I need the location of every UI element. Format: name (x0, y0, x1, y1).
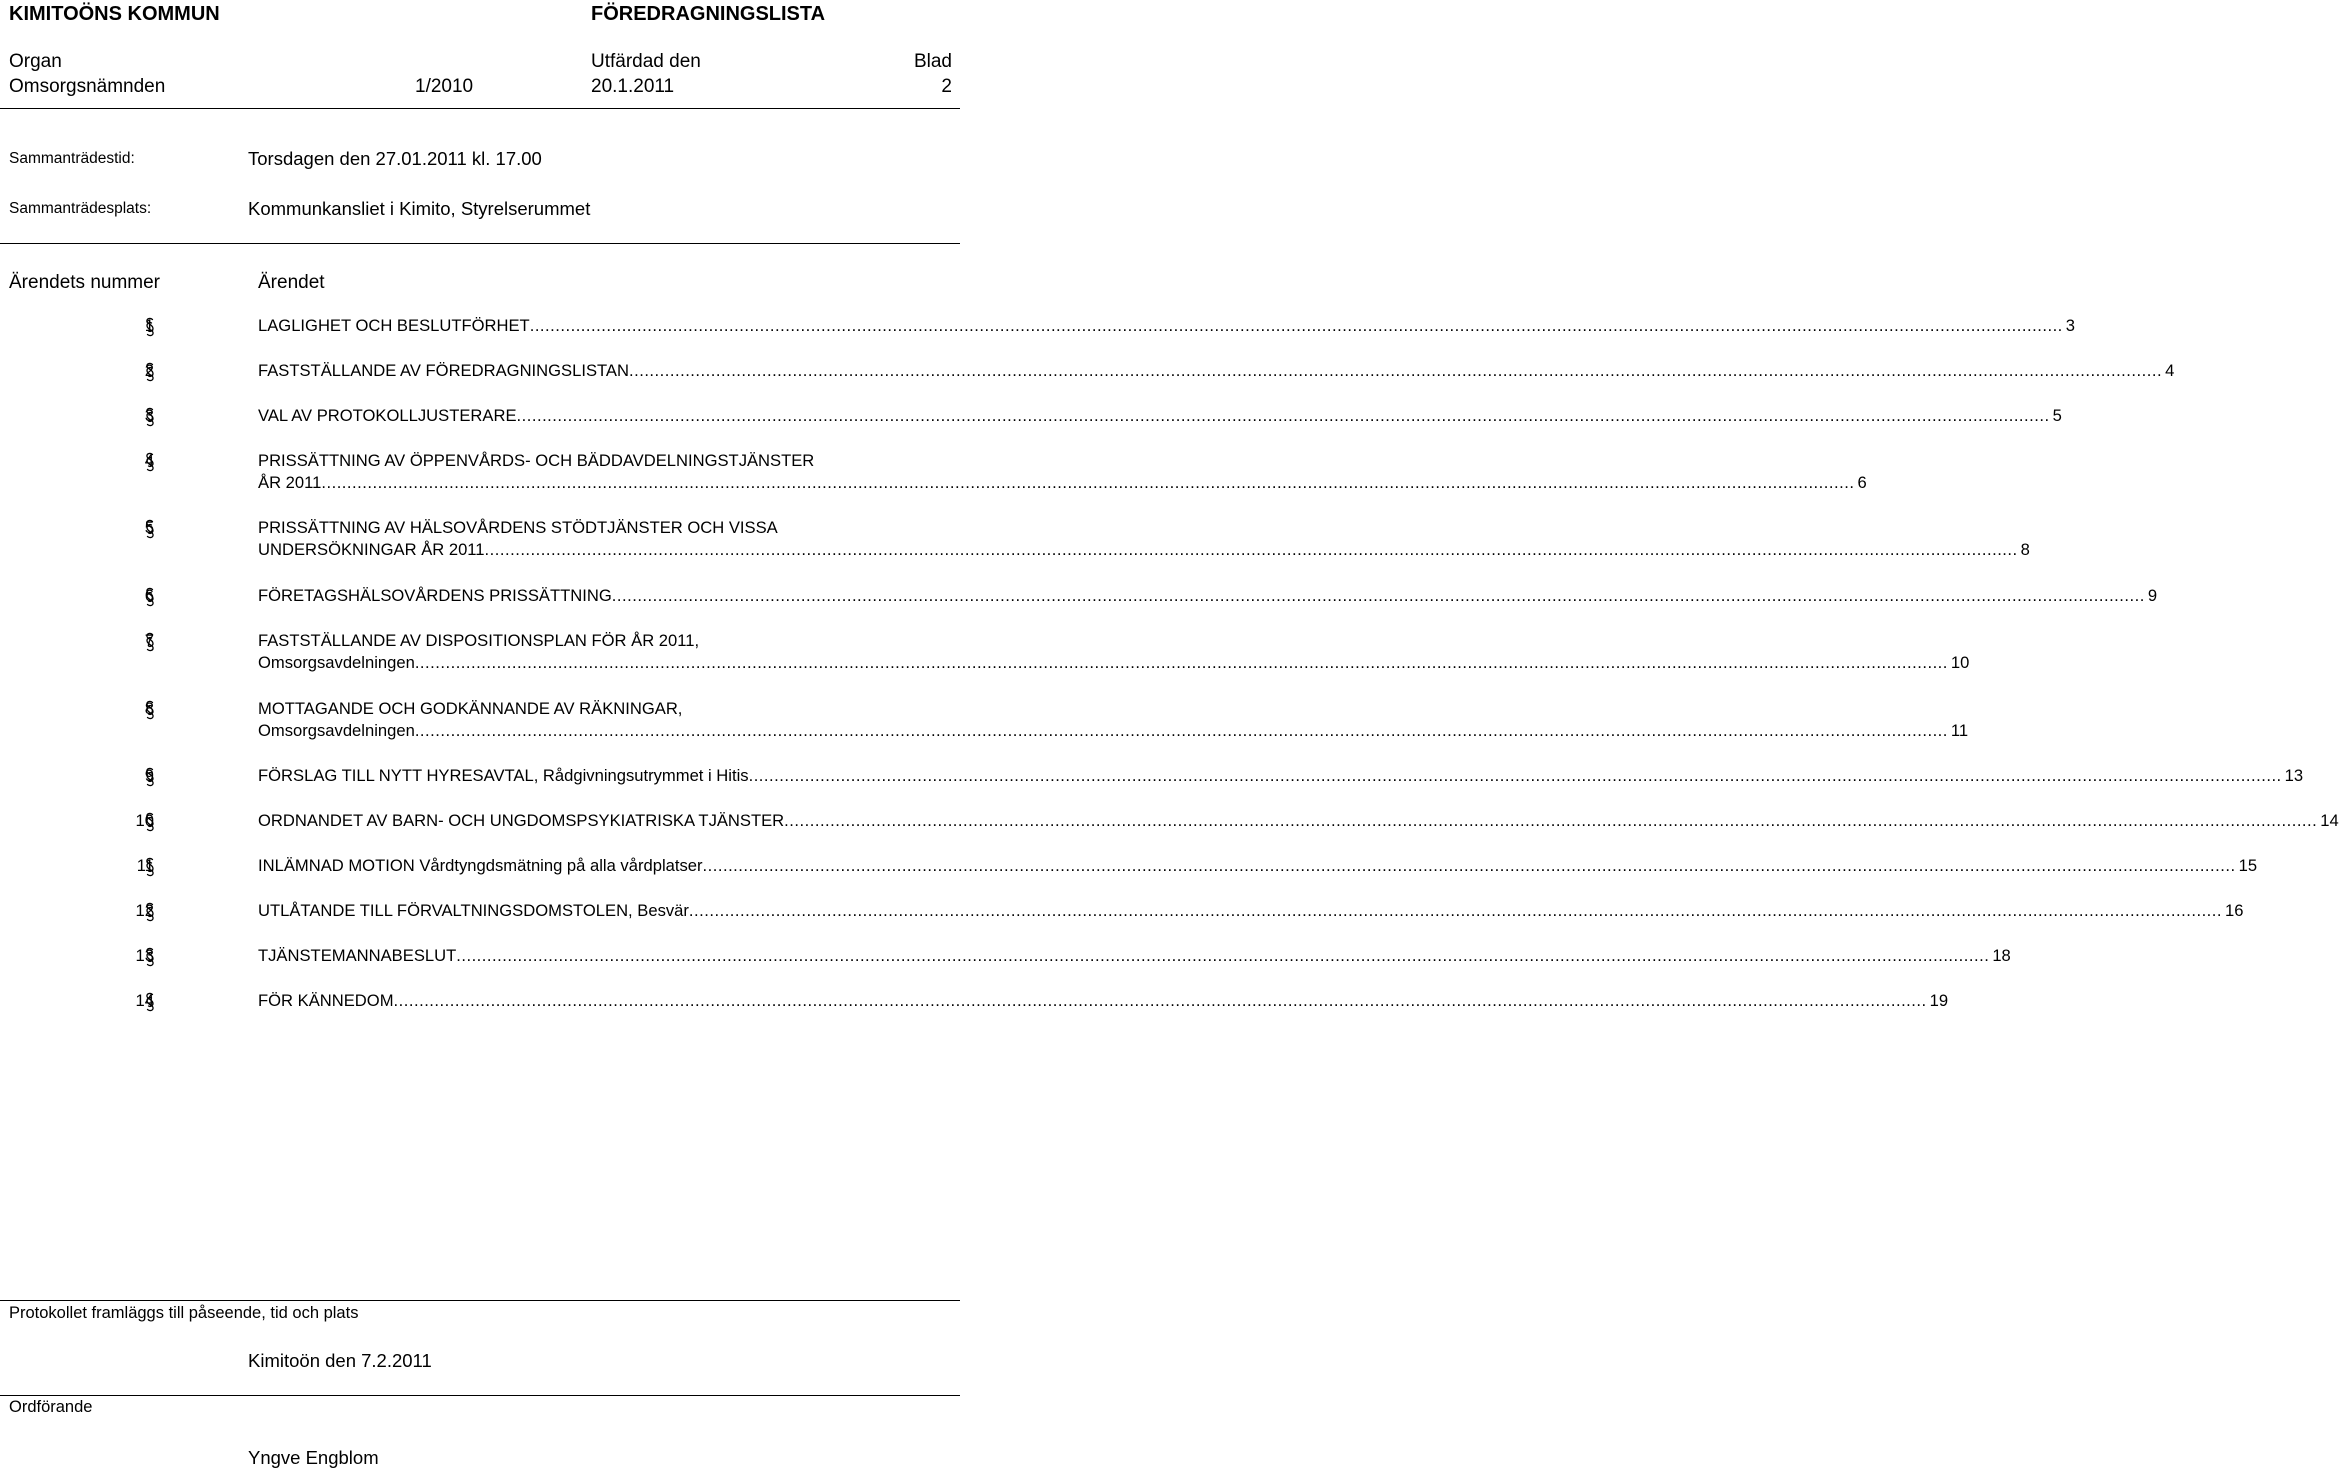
meeting-number: 1/2010 (415, 76, 474, 97)
agenda-item-number: 12 (135, 901, 154, 920)
agenda-item-number: 10 (135, 811, 154, 830)
agenda-item-title-line: INLÄMNAD MOTION Vårdtyngdsmätning på alla vårdplatser (258, 856, 703, 875)
section-sign-icon (144, 586, 156, 608)
agenda-item-page: 19 (1929, 991, 1949, 1010)
meeting-time-label: Sammanträdestid: (9, 150, 135, 167)
dot-leader: ............................................................................................................................................................................................................................................................................................................ (484, 540, 2018, 559)
issued-date: 20.1.2011 (591, 76, 675, 97)
agenda-item-title-line: FÖR KÄNNEDOM (258, 991, 394, 1010)
municipality-name: KIMITOÖNS KOMMUN (9, 3, 220, 25)
agenda-item-title-line: UNDERSÖKNINGAR ÅR 2011 (258, 540, 485, 559)
agenda-item-number: 14 (135, 991, 154, 1010)
agenda-item-page: 8 (2020, 540, 2030, 559)
agenda-item-title-line: FÖRETAGSHÄLSOVÅRDENS PRISSÄTTNING (258, 586, 612, 605)
agenda-item-title-line: FASTSTÄLLANDE AV FÖREDRAGNINGSLISTAN (258, 361, 629, 380)
dot-leader: ............................................................................................................................................................................................................................................................................................................ (414, 721, 1948, 740)
header-divider (0, 108, 960, 109)
agenda-item-page: 4 (2165, 361, 2175, 380)
section-sign-icon (144, 946, 156, 968)
chair-label: Ordförande (9, 1398, 93, 1416)
agenda-item-page: 15 (2238, 856, 2258, 875)
agenda-item-title-line: FÖRSLAG TILL NYTT HYRESAVTAL, Rådgivningsutrymmet i Hitis (258, 766, 749, 785)
agenda-item-title-line: PRISSÄTTNING AV HÄLSOVÅRDENS STÖDTJÄNSTER OCH VISSA (258, 518, 778, 537)
agenda-item-title-line: ORDNANDET AV BARN- OCH UNGDOMSPSYKIATRISKA TJÄNSTER (258, 811, 785, 830)
agenda-item-page: 5 (2052, 406, 2062, 425)
footer-divider-bottom (0, 1395, 960, 1396)
page-label: Blad (913, 51, 952, 72)
agenda-item-number: 13 (135, 946, 154, 965)
agenda-item-title-line: Omsorgsavdelningen (258, 653, 415, 672)
dot-leader: ............................................................................................................................................................................................................................................................................................................ (702, 856, 2236, 875)
dot-leader: ............................................................................................................................................................................................................................................................................................................ (456, 946, 1990, 965)
agenda-item-number: 6 (144, 586, 154, 605)
meeting-place-label: Sammanträdesplats: (9, 200, 152, 217)
meeting-divider (0, 243, 960, 244)
dot-leader: ............................................................................................................................................................................................................................................................................................................ (784, 811, 2318, 830)
agenda-item-title-line: FASTSTÄLLANDE AV DISPOSITIONSPLAN FÖR ÅR 2011, (258, 631, 700, 650)
agenda-item-title-line: VAL AV PROTOKOLLJUSTERARE (258, 406, 517, 425)
agenda-item-page: 18 (1992, 946, 2011, 965)
agenda-item-number: 4 (144, 451, 154, 470)
section-sign-icon (144, 699, 156, 721)
agenda-item-title-line: Omsorgsavdelningen (258, 721, 415, 740)
section-sign-icon (144, 406, 156, 428)
agenda-item-number: 7 (144, 631, 154, 650)
agenda-item-number: 2 (144, 361, 154, 380)
section-sign-icon (144, 361, 156, 383)
agenda-item-page: 13 (2284, 766, 2304, 785)
column-heading-matter: Ärendet (258, 272, 325, 293)
dot-leader: ............................................................................................................................................................................................................................................................................................................ (748, 766, 2282, 785)
agenda-item-page: 14 (2320, 811, 2339, 830)
agenda-item-number: 11 (136, 856, 154, 875)
page-number: 2 (941, 76, 952, 97)
issued-label: Utfärdad den (591, 51, 701, 72)
agenda-item-page: 6 (1857, 473, 1867, 492)
dot-leader: ............................................................................................................................................................................................................................................................................................................ (611, 586, 2145, 605)
agenda-item-number: 1 (144, 316, 154, 335)
section-sign-icon (144, 901, 156, 923)
agenda-item-title-line: PRISSÄTTNING AV ÖPPENVÅRDS- OCH BÄDDAVDELNINGSTJÄNSTER (258, 451, 815, 470)
agenda-item-number: 8 (144, 699, 154, 718)
meeting-place-value: Kommunkansliet i Kimito, Styrelserummet (248, 198, 591, 219)
agenda-item-page: 9 (2147, 586, 2158, 605)
agenda-item-title-line: UTLÅTANDE TILL FÖRVALTNINGSDOMSTOLEN, Besvär (258, 901, 689, 920)
organ-value: Omsorgsnämnden (9, 76, 166, 97)
section-sign-icon (144, 451, 156, 473)
protocol-place-date: Kimitoön den 7.2.2011 (248, 1350, 432, 1371)
dot-leader: ............................................................................................................................................................................................................................................................................................................ (393, 991, 1927, 1010)
agenda-item-title-line: MOTTAGANDE OCH GODKÄNNANDE AV RÄKNINGAR, (258, 699, 683, 718)
section-sign-icon (144, 631, 156, 653)
agenda-item-number: 5 (144, 518, 154, 537)
dot-leader: ............................................................................................................................................................................................................................................................................................................ (414, 653, 1948, 672)
dot-leader: ............................................................................................................................................................................................................................................................................................................ (688, 901, 2223, 920)
organ-label: Organ (9, 51, 62, 72)
section-sign-icon (144, 518, 156, 540)
agenda-item-title-line: TJÄNSTEMANNABESLUT (258, 946, 457, 965)
protocol-label: Protokollet framläggs till påseende, tid och plats (9, 1304, 359, 1322)
meeting-time-value: Torsdagen den 27.01.2011 kl. 17.00 (248, 148, 542, 169)
section-sign-icon (144, 316, 156, 338)
agenda-item-number: 3 (144, 406, 154, 425)
agenda-item-page: 3 (2065, 316, 2076, 335)
chair-name: Yngve Engblom (248, 1447, 379, 1468)
agenda-item-title-line: ÅR 2011 (258, 473, 322, 492)
agenda-item-page: 16 (2225, 901, 2244, 920)
agenda-item-number: 9 (144, 766, 154, 785)
agenda-item-page: 11 (1950, 721, 1969, 740)
dot-leader: ............................................................................................................................................................................................................................................................................................................ (529, 316, 2063, 335)
agenda-item-page: 10 (1950, 653, 1970, 672)
dot-leader: ............................................................................................................................................................................................................................................................................................................ (321, 473, 1855, 492)
dot-leader: ............................................................................................................................................................................................................................................................................................................ (516, 406, 2050, 425)
document-type: FÖREDRAGNINGSLISTA (591, 3, 826, 25)
section-sign-icon (144, 991, 156, 1013)
section-sign-icon (144, 811, 156, 833)
section-sign-icon (144, 766, 156, 788)
section-sign-icon (144, 856, 156, 878)
footer-divider-top (0, 1300, 960, 1301)
dot-leader: ............................................................................................................................................................................................................................................................................................................ (628, 361, 2163, 380)
agenda-item-title-line: LAGLIGHET OCH BESLUTFÖRHET (258, 316, 530, 335)
column-heading-number: Ärendets nummer (9, 272, 161, 293)
